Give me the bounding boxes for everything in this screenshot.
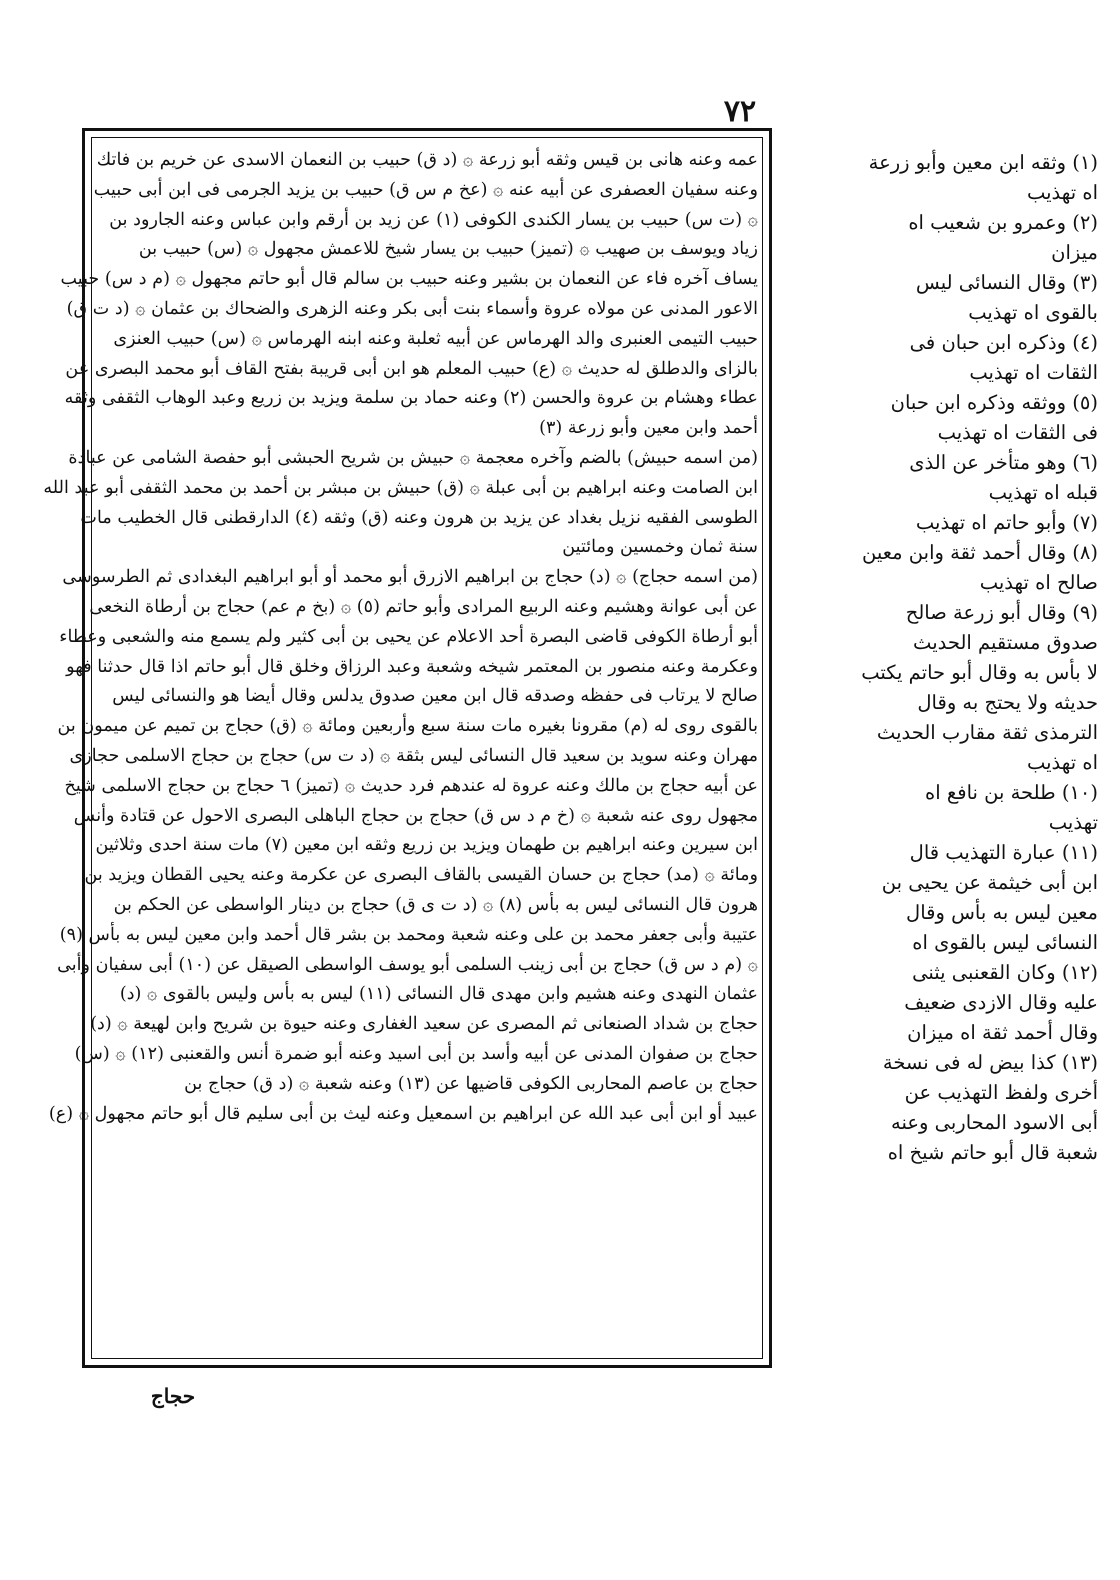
- side-note-line: (٥) ووثقه وذكره ابن حبان: [890, 391, 1098, 414]
- side-note-line: النسائى ليس بالقوى اه: [912, 931, 1098, 954]
- side-note-line: عليه وقال الازدى ضعيف: [904, 991, 1098, 1014]
- main-text-line: وعكرمة وعنه منصور بن المعتمر شيخه وشعبة وعبد الرزاق وخلق قال أبو حاتم اذا قال حدثنا فهو: [66, 656, 758, 677]
- side-note-line: صدوق مستقيم الحديث: [913, 631, 1098, 654]
- main-text-line: مهران وعنه سويد بن سعيد قال النسائى ليس بثقة ۞ (د ت س) حجاج بن حجاج الاسلمى حجازى: [69, 745, 758, 766]
- main-text-line: عمه وعنه هانى بن قيس وثقه أبو زرعة ۞ (د ق) حبيب بن النعمان الاسدى عن خريم بن فاتك: [96, 150, 758, 170]
- main-text-line: وعنه سفيان العصفرى عن أبيه عنه ۞ (عخ م س ق) حبيب بن يزيد الجرمى فى ابن أبى حبيب: [93, 179, 758, 200]
- main-text-line: عن أبيه حجاج بن مالك وعنه عروة له عندهم فرد حديث ۞ (تميز) ٦ حجاج بن حجاج الاسلمى شيخ: [64, 775, 758, 796]
- main-text-line: ۞ (م د س ق) حجاج بن أبى زينب السلمى أبو يوسف الواسطى الصيقل عن (١٠) أبى سفيان وأبى: [57, 954, 758, 975]
- catchword: حجاج: [150, 1384, 196, 1408]
- main-text-line: ابن الصامت وعنه ابراهيم بن أبى عبلة ۞ (ق) حبيش بن مبشر بن أحمد بن محمد الثقفى أبو عبد الله: [43, 477, 758, 498]
- main-text-line: مجهول روى عنه شعبة ۞ (خ م د س ق) حجاج بن حجاج الباهلى البصرى الاحول عن قتادة وأنس: [73, 805, 758, 826]
- main-text-line: حجاج بن شداد الصنعانى ثم المصرى عن سعيد الغفارى وعنه حيوة بن شريح وابن لهيعة ۞ (د): [90, 1014, 758, 1035]
- side-note-line: (٦) وهو متأخر عن الذى: [909, 451, 1098, 474]
- side-note-line: صالح اه تهذيب: [979, 571, 1098, 594]
- main-text-line: عتيبة وأبى جعفر محمد بن على وعنه شعبة ومحمد بن بشر قال أحمد وابن معين ليس به بأس (٩): [59, 924, 758, 945]
- main-text-line: زياد ويوسف بن صهيب ۞ (تميز) حبيب بن يسار شيخ للاعمش مجهول ۞ (س) حبيب بن: [138, 239, 758, 260]
- side-notes-column: [780, 148, 1098, 1168]
- side-note-line: (١) وثقه ابن معين وأبو زرعة: [868, 151, 1098, 174]
- side-note-line: قبله اه تهذيب: [988, 481, 1098, 504]
- side-note-line: (١٠) طلحة بن نافع اه: [925, 781, 1098, 804]
- side-note-line: فى الثقات اه تهذيب: [937, 421, 1098, 444]
- main-text-line: ومائة ۞ (مد) حجاج بن حسان القيسى بالقاف البصرى عن عكرمة وعنه يحيى القطان ويزيد بن: [84, 865, 758, 886]
- side-note-line: شعبة قال أبو حاتم شيخ اه: [887, 1141, 1098, 1164]
- side-note-line: (٢) وعمرو بن شعيب اه: [908, 211, 1098, 234]
- side-note-line: ميزان: [1051, 241, 1098, 264]
- side-note-line: ابن أبى خيثمة عن يحيى بن: [881, 871, 1098, 894]
- main-text-line: هرون قال النسائى ليس به بأس (٨) ۞ (د ت ى ق) حجاج بن دينار الواسطى عن الحكم بن: [113, 894, 758, 915]
- side-note-line: (٣) وقال النسائى ليس: [915, 271, 1098, 294]
- main-text-line: الطوسى الفقيه نزيل بغداد عن يزيد بن هرون وعنه (ق) وثقه (٤) الدارقطنى قال الخطيب مات: [80, 507, 758, 528]
- main-text-line: سنة ثمان وخمسين ومائتين: [562, 537, 758, 558]
- side-note-line: (٤) وذكره ابن حبان فى: [909, 331, 1098, 354]
- side-note-line: بالقوى اه تهذيب: [968, 301, 1098, 324]
- side-note-line: (٨) وقال أحمد ثقة وابن معين: [862, 541, 1098, 564]
- main-text-line: عبيد أو ابن أبى عبد الله عن ابراهيم بن اسمعيل وعنه ليث بن أبى سليم قال أبو حاتم مجهول ۞ (ع): [48, 1103, 758, 1124]
- side-note-line: الترمذى ثقة مقارب الحديث: [876, 721, 1098, 744]
- main-text-line: بالقوى روى له (م) مقرونا بغيره مات سنة سبع وأربعين ومائة ۞ (ق) حجاج بن تميم عن ميمون بن: [57, 716, 758, 737]
- main-text-line: يساف آخره فاء عن النعمان بن بشير وعنه حبيب بن سالم قال أبو حاتم مجهول ۞ (م د س) حبيب: [60, 269, 758, 290]
- main-text-line: أحمد وابن معين وأبو زرعة (٣): [539, 418, 758, 439]
- main-text-line: حبيب التيمى العنبرى والد الهرماس عن أبيه ثعلبة وعنه ابنه الهرماس ۞ (س) حبيب العنزى: [113, 328, 758, 349]
- side-note-line: حديثه ولا يحتج به وقال: [917, 691, 1098, 714]
- main-text-line: عطاء وهشام بن عروة والحسن (٢) وعنه حماد بن سلمة ويزيد بن زريع وعبد الوهاب الثقفى وثقه: [64, 388, 758, 409]
- main-text-line: أبو أرطاة الكوفى قاضى البصرة أحد الاعلام عن يحيى بن أبى كثير ولم يسمع منه والشعبى وعطاء: [59, 626, 758, 647]
- main-text-line: صالح لا يرتاب فى حفظه وصدقه قال ابن معين صدوق يدلس وقال أيضا هو والنسائى ليس: [112, 686, 758, 707]
- side-note-line: أخرى ولفظ التهذيب عن: [904, 1081, 1098, 1104]
- side-note-line: وقال أحمد ثقة اه ميزان: [907, 1021, 1098, 1044]
- side-note-line: الثقات اه تهذيب: [969, 361, 1098, 384]
- main-text-line: حجاج بن صفوان المدنى عن أبيه وأسد بن أبى اسيد وعنه أبو ضمرة أنس والقعنبى (١٢) ۞ (س): [74, 1043, 758, 1064]
- side-note-line: معين ليس به بأس وقال: [906, 901, 1098, 924]
- main-text-line: عن أبى عوانة وهشيم وعنه الربيع المرادى وأبو حاتم (٥) ۞ (بخ م عم) حجاج بن أرطاة النخعى: [89, 596, 758, 617]
- side-note-line: تهذيب: [1048, 811, 1098, 834]
- side-note-line: (٧) وأبو حاتم اه تهذيب: [915, 511, 1098, 534]
- side-note-line: (١٢) وكان القعنبى يثنى: [912, 961, 1098, 984]
- main-text-line: ابن سيرين وعنه ابراهيم بن طهمان ويزيد بن زريع وثقه ابن معين (٧) مات سنة احدى وثلاثين: [95, 835, 758, 856]
- side-note-line: (١١) عبارة التهذيب قال: [909, 841, 1098, 864]
- main-text-line: بالزاى والدطلق له حديث ۞ (ع) حبيب المعلم هو ابن أبى قريبة بفتح القاف أبو محمد البصرى عن: [65, 358, 758, 379]
- side-note-line: (١٣) كذا بيض له فى نسخة: [882, 1051, 1098, 1074]
- main-text-line: (من اسمه حبيش) بالضم وآخره معجمة ۞ حبيش بن شريح الحبشى أبو حفصة الشامى عن عبادة: [68, 447, 758, 468]
- main-text-line: ۞ (ت س) حبيب بن يسار الكندى الكوفى (١) عن زيد بن أرقم وابن عباس وعنه الجارود بن: [109, 209, 758, 230]
- side-note-line: أبى الاسود المحاربى وعنه: [891, 1111, 1098, 1134]
- main-text-line: عثمان النهدى وعنه هشيم وابن مهدى قال النسائى (١١) ليس به بأس وليس بالقوى ۞ (د): [119, 984, 758, 1005]
- main-text-body: [43, 146, 758, 1129]
- page-number: ٧٢: [723, 94, 757, 129]
- side-note-line: (٩) وقال أبو زرعة صالح: [905, 601, 1098, 624]
- main-text-line: (من اسمه حجاج) ۞ (د) حجاج بن ابراهيم الازرق أبو محمد أو أبو ابراهيم البغدادى ثم الطرسوسى: [62, 567, 758, 588]
- main-text-line: حجاج بن عاصم المحاربى الكوفى قاضيها عن (١٣) وعنه شعبة ۞ (د ق) حجاج بن: [184, 1073, 758, 1094]
- side-note-line: اه تهذيب: [1026, 181, 1098, 204]
- side-note-line: اه تهذيب: [1026, 751, 1098, 774]
- main-text-line: الاعور المدنى عن مولاه عروة وأسماء بنت أبى بكر وعنه الزهرى والضحاك بن عثمان ۞ (د ت ق): [66, 298, 758, 319]
- side-note-line: لا بأس به وقال أبو حاتم يكتب: [861, 661, 1098, 684]
